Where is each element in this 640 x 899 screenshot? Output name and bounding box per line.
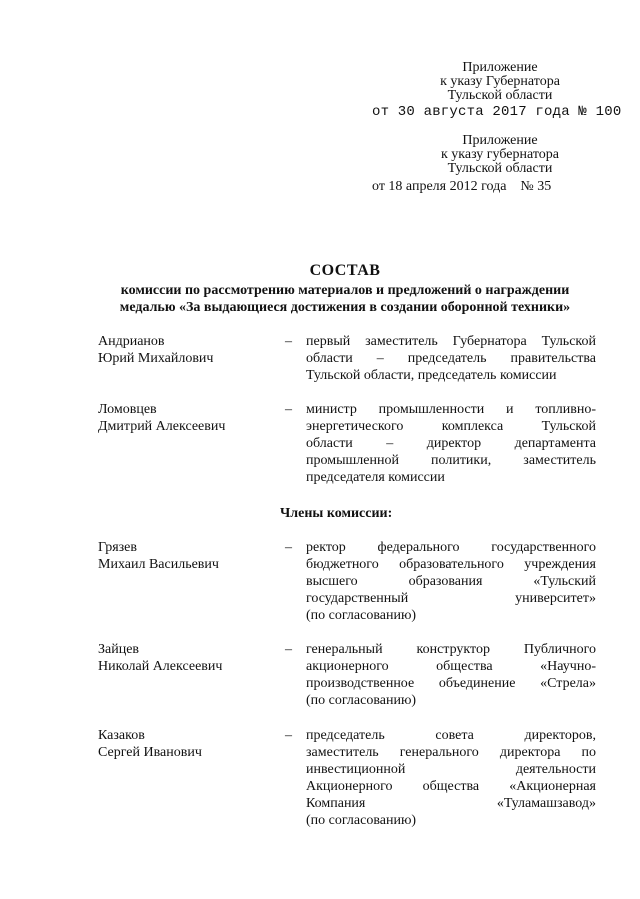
appendix-line: Тульской области xyxy=(447,161,553,176)
position-line: государственный университет» xyxy=(306,591,596,606)
person-name xyxy=(98,641,222,675)
person-name xyxy=(98,539,219,573)
given-names: Сергей Иванович xyxy=(98,745,202,760)
given-names: Дмитрий Алексеевич xyxy=(98,419,226,434)
document-subtitle xyxy=(80,282,610,316)
separator-dash: – xyxy=(285,402,292,417)
surname: Ломовцев xyxy=(98,402,157,417)
position-line: энергетического комплекса Тульской xyxy=(306,419,596,434)
position-line: (по согласованию) xyxy=(306,693,417,708)
subtitle-line: комиссии по рассмотрению материалов и предложений о награждении xyxy=(120,283,570,298)
person-position xyxy=(306,401,596,486)
person-name xyxy=(98,727,202,761)
decree-date-old-text: от 18 апреля 2012 года xyxy=(372,179,507,194)
appendix-line: к указу губернатора xyxy=(440,147,560,162)
person-position xyxy=(306,333,596,384)
position-line: производственное объединение «Стрела» xyxy=(306,676,596,691)
decree-date-old xyxy=(372,179,551,195)
person-name xyxy=(98,333,213,367)
position-line: области – директор департамента xyxy=(306,436,596,451)
subtitle-line: медалью «За выдающиеся достижения в создании оборонной техники» xyxy=(119,300,571,315)
separator-dash: – xyxy=(285,334,292,349)
separator-dash: – xyxy=(285,642,292,657)
given-names: Михаил Васильевич xyxy=(98,557,219,572)
position-line: акционерного общества «Научно- xyxy=(306,659,596,674)
position-line: инвестиционной деятельности xyxy=(306,762,596,777)
position-line: заместитель генерального директора по xyxy=(306,745,596,760)
position-line: первый заместитель Губернатора Тульской xyxy=(306,334,596,349)
separator-dash: – xyxy=(285,728,292,743)
given-names: Юрий Михайлович xyxy=(98,351,214,366)
members-heading: Члены комиссии: xyxy=(280,506,393,521)
position-line: (по согласованию) xyxy=(306,608,417,623)
appendix-line: Приложение xyxy=(462,133,538,148)
document-title: СОСТАВ xyxy=(309,262,381,279)
separator-dash: – xyxy=(285,540,292,555)
decree-number-old: № 35 xyxy=(520,179,552,194)
surname: Грязев xyxy=(98,540,138,555)
appendix-header-old xyxy=(400,134,600,176)
position-line: Компания «Туламашзавод» xyxy=(306,796,596,811)
position-line: высшего образования «Тульский xyxy=(306,574,596,589)
position-line: (по согласованию) xyxy=(306,813,417,828)
person-position xyxy=(306,641,596,709)
position-line: бюджетного образовательного учреждения xyxy=(306,557,596,572)
person-name xyxy=(98,401,225,435)
person-position xyxy=(306,539,596,624)
given-names: Николай Алексеевич xyxy=(98,659,223,674)
appendix-header-new xyxy=(400,61,600,103)
position-line: области – председатель правительства xyxy=(306,351,596,366)
position-line: министр промышленности и топливно- xyxy=(306,402,596,417)
position-line: генеральный конструктор Публичного xyxy=(306,642,596,657)
position-line: Тульской области, председатель комиссии xyxy=(306,368,557,383)
appendix-line: Приложение xyxy=(462,60,538,75)
surname: Андрианов xyxy=(98,334,165,349)
appendix-line: к указу Губернатора xyxy=(440,74,560,89)
position-line: промышленной политики, заместитель xyxy=(306,453,596,468)
position-line: ректор федерального государственного xyxy=(306,540,596,555)
appendix-line: Тульской области xyxy=(447,88,553,103)
position-line: Акционерного общества «Акционерная xyxy=(306,779,596,794)
surname: Казаков xyxy=(98,728,145,743)
person-position xyxy=(306,727,596,829)
position-line: председателя комиссии xyxy=(306,470,445,485)
surname: Зайцев xyxy=(98,642,140,657)
position-line: председатель совета директоров, xyxy=(306,728,596,743)
decree-date-new: от 30 августа 2017 года № 100 xyxy=(372,104,622,120)
